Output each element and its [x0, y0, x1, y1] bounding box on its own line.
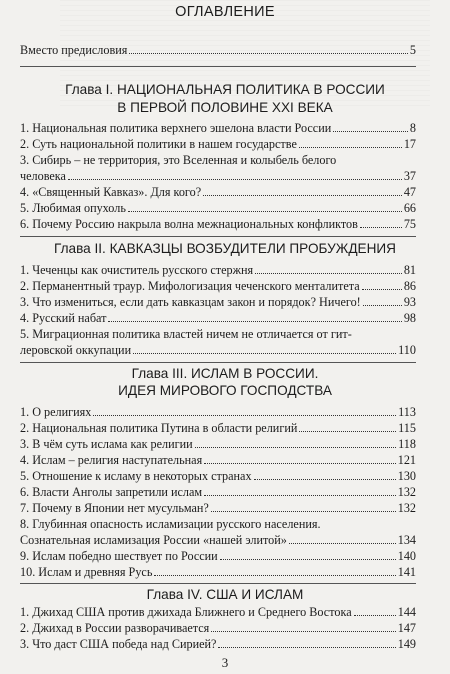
dot-leader: [68, 178, 402, 180]
entry-page: 140: [397, 549, 416, 563]
dot-leader: [254, 478, 396, 480]
entry-page: 37: [403, 169, 416, 183]
dot-leader: [204, 494, 396, 496]
entry-page: 5: [409, 43, 416, 57]
entry-text: 9. Ислам победно шествует по России: [20, 549, 218, 563]
entry-text: 1. Чеченцы как очиститель русского стержня: [20, 263, 254, 277]
toc-entry: [20, 184, 416, 200]
chapter-1-heading-line2: В ПЕРВОЙ ПОЛОВИНЕ XXI ВЕКА: [117, 100, 333, 115]
entry-page: 144: [397, 605, 416, 619]
entry-page: 132: [397, 485, 416, 499]
toc-entry: [20, 136, 416, 152]
section-divider: [20, 362, 416, 363]
toc-entry: [20, 120, 416, 136]
entry-text: 4. Ислам – религия наступательная: [20, 453, 203, 467]
toc-entry: [20, 620, 416, 636]
entry-text: 5. Отношение к исламу в некоторых странах: [20, 469, 252, 483]
dot-leader: [204, 462, 396, 464]
entry-page: 98: [403, 311, 416, 325]
entry-text: 6. Власти Анголы запретили ислам: [20, 485, 203, 499]
entry-text: 7. Почему в Японии нет мусульман?: [20, 501, 209, 515]
dot-leader: [289, 542, 396, 544]
entry-page: 93: [403, 295, 416, 309]
toc-entry: [20, 294, 416, 310]
entry-text: 5. Любимая опухоль: [20, 201, 126, 215]
toc-entry: [20, 500, 416, 516]
entry-page: 130: [397, 469, 416, 483]
entry-text: 2. Перманентный траур. Мифологизация чеченского менталитета: [20, 279, 360, 293]
dot-leader: [211, 510, 396, 512]
entry-page: 8: [409, 121, 416, 135]
dot-leader: [195, 446, 396, 448]
entry-text: 3. Что даст США победа над Сирией?: [20, 637, 217, 651]
entry-page: 134: [397, 533, 416, 547]
toc-entry: [20, 636, 416, 652]
dot-leader: [360, 226, 402, 228]
entry-text: 4. «Священный Кавказ». Для кого?: [20, 185, 202, 199]
toc-entry: [20, 168, 416, 184]
entry-page: 147: [397, 621, 416, 635]
entry-text: Вместо предисловия: [20, 43, 128, 57]
toc-entry: [20, 468, 416, 484]
entry-page: 118: [398, 437, 416, 451]
entry-page: 132: [397, 501, 416, 515]
entry-text: 2. Национальная политика Путина в области религий: [20, 421, 298, 435]
entry-text: 3. Что измениться, если дать кавказцам закон и порядок? Ничего!: [20, 295, 361, 309]
toc-entry: [20, 262, 416, 278]
toc-entry: [20, 452, 416, 468]
entry-page: 110: [398, 343, 416, 357]
entry-text: 10. Ислам и древняя Русь: [20, 565, 153, 579]
page-number: 3: [221, 655, 229, 670]
dot-leader: [363, 304, 402, 306]
entry-page: 81: [403, 263, 416, 277]
chapter-2-heading: Глава II. КАВКАЗЦЫ ВОЗБУДИТЕЛИ ПРОБУЖДЕНИЯ: [54, 241, 396, 256]
entry-text: Сознательная исламизация России «нашей элитой»: [20, 533, 287, 547]
toc-entry: [20, 404, 416, 420]
chapter-3-heading-line2: ИДЕЯ МИРОВОГО ГОСПОДСТВА: [118, 383, 332, 398]
toc-entry: [20, 420, 416, 436]
dot-leader: [333, 130, 408, 132]
entry-page: 86: [403, 279, 416, 293]
entry-text: 4. Русский набат: [20, 311, 107, 325]
dot-leader: [203, 194, 402, 196]
entry-text: 1. Национальная политика верхнего эшелона власти России: [20, 121, 332, 135]
dot-leader: [211, 630, 395, 632]
entry-page: 47: [403, 185, 416, 199]
dot-leader: [128, 210, 402, 212]
toc-entry: [20, 436, 416, 452]
entry-page: 115: [398, 421, 416, 435]
entry-page: 66: [403, 201, 416, 215]
entry-page: 121: [397, 453, 416, 467]
section-divider: [20, 236, 416, 237]
toc-entry-continuation: 3. Сибирь – не территория, это Вселенная и колыбель белого: [20, 153, 337, 167]
dot-leader: [362, 288, 402, 290]
toc-entry: [20, 310, 416, 326]
entry-page: 113: [398, 405, 416, 419]
toc-entry: [20, 484, 416, 500]
dot-leader: [220, 558, 396, 560]
toc-entry: [20, 532, 416, 548]
entry-text: 1. Джихад США против джихада Ближнего и Среднего Востока: [20, 605, 352, 619]
entry-page: 17: [403, 137, 416, 151]
toc-entry: [20, 564, 416, 580]
entry-text: леровской оккупации: [20, 343, 132, 357]
dot-leader: [93, 414, 396, 416]
entry-text: 6. Почему Россию накрыла волна межнациональных конфликтов: [20, 217, 358, 231]
dot-leader: [218, 646, 395, 648]
toc-entry: [20, 278, 416, 294]
toc-entry-continuation: 5. Миграционная политика властей ничем не отличается от гит-: [20, 327, 352, 341]
section-divider: [20, 66, 416, 67]
entry-text: 2. Суть национальной политики в нашем государстве: [20, 137, 297, 151]
chapter-1-heading-line1: Глава I. НАЦИОНАЛЬНАЯ ПОЛИТИКА В РОССИИ: [65, 82, 385, 97]
page-title: ОГЛАВЛЕНИЕ: [175, 4, 275, 20]
dot-leader: [154, 574, 395, 576]
dot-leader: [255, 272, 402, 274]
dot-leader: [129, 52, 408, 54]
dot-leader: [299, 146, 402, 148]
entry-text: 2. Джихад в России разворачивается: [20, 621, 210, 635]
entry-text: 1. О религиях: [20, 405, 92, 419]
entry-text: человека: [20, 169, 66, 183]
chapter-3-heading-line1: Глава III. ИСЛАМ В РОССИИ.: [131, 366, 319, 381]
chapter-4-heading: Глава IV. США И ИСЛАМ: [146, 587, 304, 602]
entry-page: 149: [397, 637, 416, 651]
entry-page: 141: [397, 565, 416, 579]
toc-entry: [20, 216, 416, 232]
toc-entry: [20, 604, 416, 620]
toc-entry: [20, 342, 416, 358]
toc-entry-continuation: 8. Глубинная опасность исламизации русского населения.: [20, 517, 321, 531]
entry-page: 75: [403, 217, 416, 231]
toc-entry: [20, 200, 416, 216]
entry-text: 3. В чём суть ислама как религии: [20, 437, 193, 451]
dot-leader: [108, 320, 401, 322]
toc-entry: [20, 548, 416, 564]
dot-leader: [299, 430, 396, 432]
section-divider: [20, 583, 416, 584]
dot-leader: [354, 614, 396, 616]
dot-leader: [133, 352, 396, 354]
toc-entry-preface: [20, 42, 416, 58]
